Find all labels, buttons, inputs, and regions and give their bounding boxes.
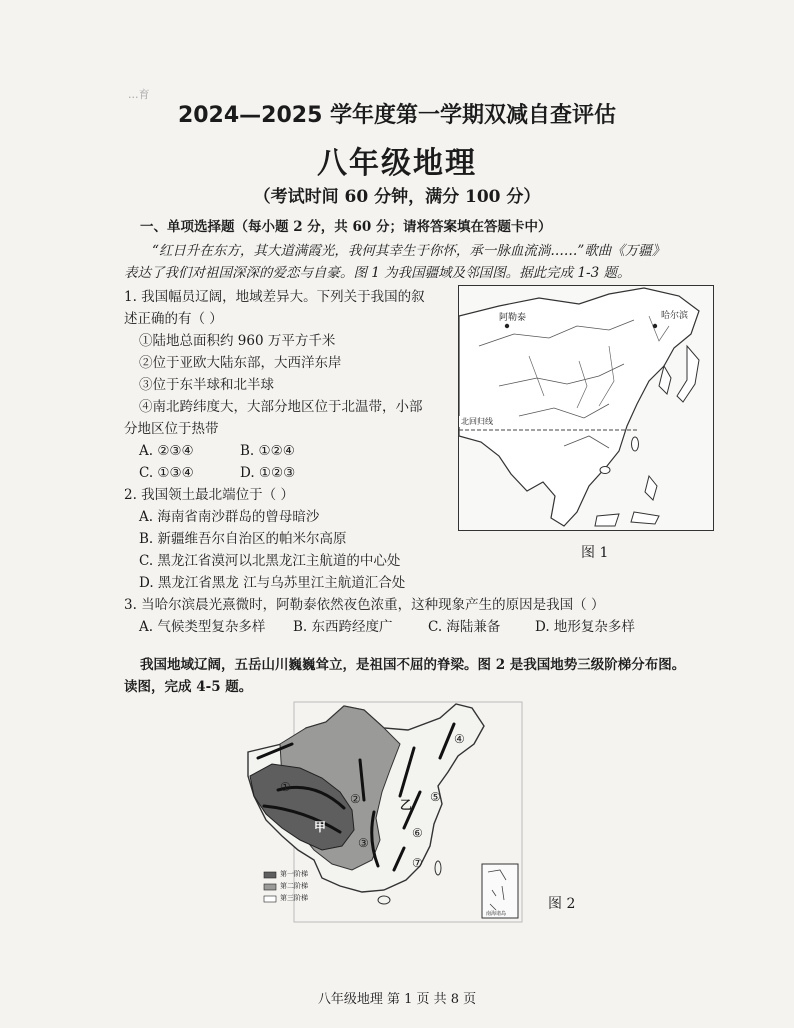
faded-stamp-text: ...育	[128, 88, 150, 101]
exam-info: （考试时间 60 分钟，满分 100 分）	[253, 187, 541, 207]
section1-intro-line1: “红日升在东方，其大道满霞光，我何其幸生于你怀，承一脉血流淌……”歌曲《万疆》	[152, 243, 666, 259]
section2-intro-line2: 读图，完成 4-5 题。	[124, 679, 253, 695]
fig2-label-jia: 甲	[314, 820, 327, 834]
page-footer: 八年级地理 第 1 页 共 8 页	[317, 992, 477, 1007]
q1-statement-1: ①陆地总面积约 960 万平方千米	[139, 333, 336, 349]
figure1-caption: 图 1	[581, 545, 609, 561]
fig2-marker-1: ①	[280, 780, 291, 794]
fig2-legend-first-step: 第一阶梯	[280, 870, 308, 878]
map-label-tropic: 北回归线	[461, 417, 493, 426]
fig2-marker-5: ⑤	[430, 790, 441, 804]
q2-stem: 2. 我国领土最北端位于（ ）	[124, 487, 294, 503]
fig2-marker-2: ②	[350, 792, 361, 806]
fig2-legend-third-step: 第三阶梯	[280, 894, 308, 902]
fig2-marker-3: ③	[358, 836, 369, 850]
q3-option-c[interactable]: C. 海陆兼备	[428, 619, 501, 635]
fig2-marker-6: ⑥	[412, 826, 423, 840]
q3-option-a[interactable]: A. 气候类型复杂多样	[139, 619, 266, 635]
q1-option-a[interactable]: A. ②③④	[139, 443, 194, 459]
q1-statement-4a: ④南北跨纬度大，大部分地区位于北温带，小部	[139, 399, 423, 415]
fig2-marker-4: ④	[454, 732, 465, 746]
map-label-altay: 阿勒泰	[497, 310, 528, 323]
fig2-legend-second-step: 第二阶梯	[280, 882, 308, 890]
fig2-marker-7: ⑦	[412, 856, 423, 870]
q1-option-d[interactable]: D. ①②③	[240, 465, 296, 481]
fig2-inset-label: 南海诸岛	[486, 911, 507, 917]
figure2-caption: 图 2	[548, 896, 576, 912]
q3-stem: 3. 当哈尔滨晨光熹微时，阿勒泰依然夜色浓重，这种现象产生的原因是我国（ ）	[124, 597, 605, 613]
section2-intro-line1: 我国地域辽阔，五岳山川巍巍耸立，是祖国不屈的脊梁。图 2 是我国地势三级阶梯分布图。	[140, 657, 686, 673]
q2-option-b[interactable]: B. 新疆维吾尔自治区的帕米尔高原	[139, 531, 347, 547]
q1-statement-4b: 分地区位于热带	[124, 421, 219, 437]
q1-statement-3: ③位于东半球和北半球	[139, 377, 274, 393]
q1-option-b[interactable]: B. ①②④	[240, 443, 295, 459]
subject-title: 八年级地理	[317, 146, 477, 181]
fig2-label-yi: 乙	[400, 798, 413, 812]
q2-option-d[interactable]: D. 黑龙江省黑龙 江与乌苏里江主航道汇合处	[139, 575, 406, 591]
q1-option-c[interactable]: C. ①③④	[139, 465, 194, 481]
q2-option-c[interactable]: C. 黑龙江省漠河以北黑龙江主航道的中心处	[139, 553, 401, 569]
figure2-map	[244, 700, 524, 924]
figure1-map	[458, 285, 714, 531]
q3-option-b[interactable]: B. 东西跨经度广	[293, 619, 393, 635]
q1-stem-line2: 述正确的有（ ）	[124, 311, 223, 327]
q1-stem-line1: 1. 我国幅员辽阔，地域差异大。下列关于我国的叙	[124, 289, 425, 305]
q3-option-d[interactable]: D. 地形复杂多样	[535, 619, 635, 635]
section1-intro-line2: 表达了我们对祖国深深的爱恋与自豪。图 1 为我国疆域及邻国图。据此完成 1-3 题。	[124, 265, 631, 281]
section1-heading: 一、单项选择题（每小题 2 分，共 60 分；请将答案填在答题卡中）	[140, 219, 552, 235]
exam-title: 2024—2025 学年度第一学期双减自查评估	[177, 103, 617, 128]
q1-statement-2: ②位于亚欧大陆东部，大西洋东岸	[139, 355, 342, 371]
q2-option-a[interactable]: A. 海南省南沙群岛的曾母暗沙	[139, 509, 320, 525]
map-label-harbin: 哈尔滨	[659, 308, 690, 321]
